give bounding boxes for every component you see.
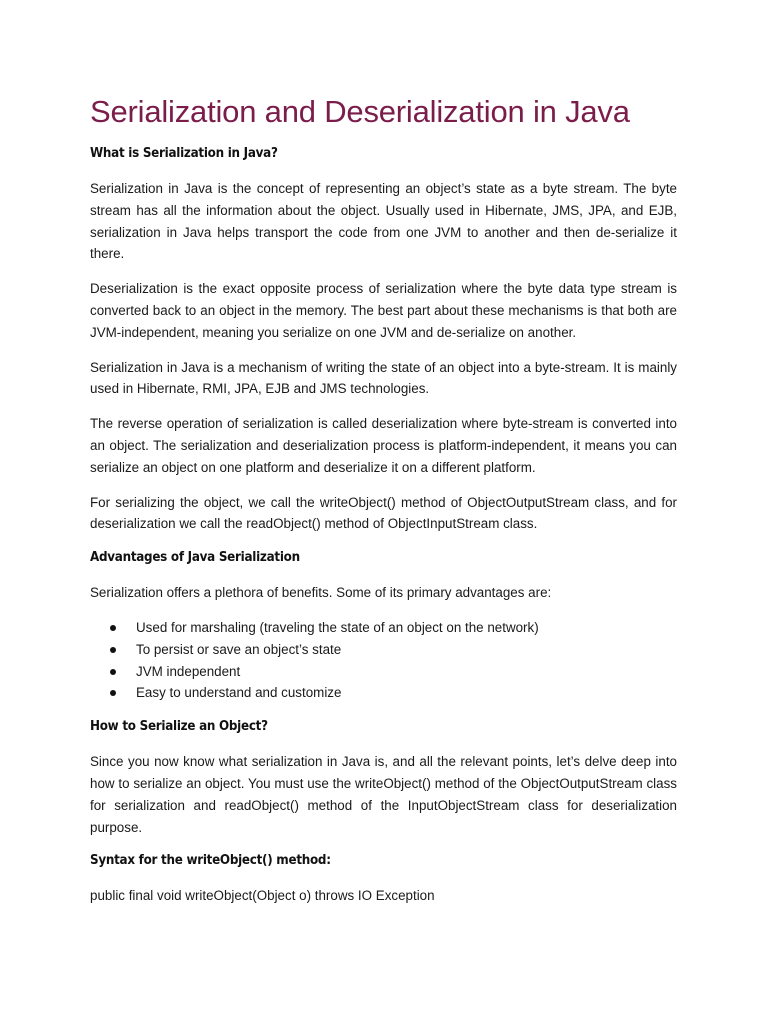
section-heading-advantages: Advantages of Java Serialization: [90, 550, 300, 566]
bullet-icon: [110, 647, 116, 653]
paragraph: The reverse operation of serialization is called deserialization where byte-stream is converted into an object. The serialization and deserialization process is platform-independent, it means you can serialize an object on one platform and deserialize it on a different platform.: [90, 416, 677, 475]
list-item-text: To persist or save an object’s state: [136, 641, 342, 657]
list-item-text: Used for marshaling (traveling the state of an object on the network): [136, 619, 539, 635]
paragraph: For serializing the object, we call the writeObject() method of ObjectOutputStream class, and for deserialization we call the readObject() method of ObjectInputStream class.: [90, 494, 677, 532]
paragraph: Deserialization is the exact opposite process of serialization where the byte data type stream is converted back to an object in the memory. The best part about these mechanisms is that both are JVM-independent, meaning you serialize on one JVM and de-serialize on another.: [90, 281, 677, 340]
list-item: [90, 661, 677, 683]
bullet-icon: [110, 690, 116, 696]
list-item: [90, 682, 677, 704]
paragraph: Serialization offers a plethora of benefits. Some of its primary advantages are:: [90, 585, 552, 601]
list-item: [90, 639, 677, 661]
paragraph: Since you now know what serialization in Java is, and all the relevant points, let’s delve deep into how to serialize an object. You must use the writeObject() method of the ObjectOutputStream class for serialization and readObject() method of the InputObjectStream class for deserialization purpose.: [90, 754, 677, 835]
document-title: Serialization and Deserialization in Java: [90, 94, 630, 129]
list-item: [90, 617, 677, 639]
bullet-icon: [110, 625, 116, 631]
advantages-list: [90, 617, 677, 704]
section-heading-syntax: Syntax for the writeObject() method:: [90, 853, 331, 869]
list-item-text: JVM independent: [136, 663, 241, 679]
paragraph: Serialization in Java is a mechanism of writing the state of an object into a byte-stream. It is mainly used in Hibernate, RMI, JPA, EJB and JMS technologies.: [90, 359, 677, 397]
section-heading-how-to-serialize: How to Serialize an Object?: [90, 719, 268, 735]
code-syntax-line: public final void writeObject(Object o) throws IO Exception: [90, 888, 435, 904]
bullet-icon: [110, 669, 116, 675]
list-item-text: Easy to understand and customize: [136, 685, 342, 701]
document-page: [90, 92, 677, 907]
section-heading-what-is-serialization: What is Serialization in Java?: [90, 146, 278, 161]
paragraph: Serialization in Java is the concept of representing an object’s state as a byte stream. The byte stream has all the information about the object. Usually used in Hibernate, JMS, JPA, and EJB, serialization in Java helps transport the code from one JVM to another and then de-serialize it there.: [90, 181, 677, 262]
